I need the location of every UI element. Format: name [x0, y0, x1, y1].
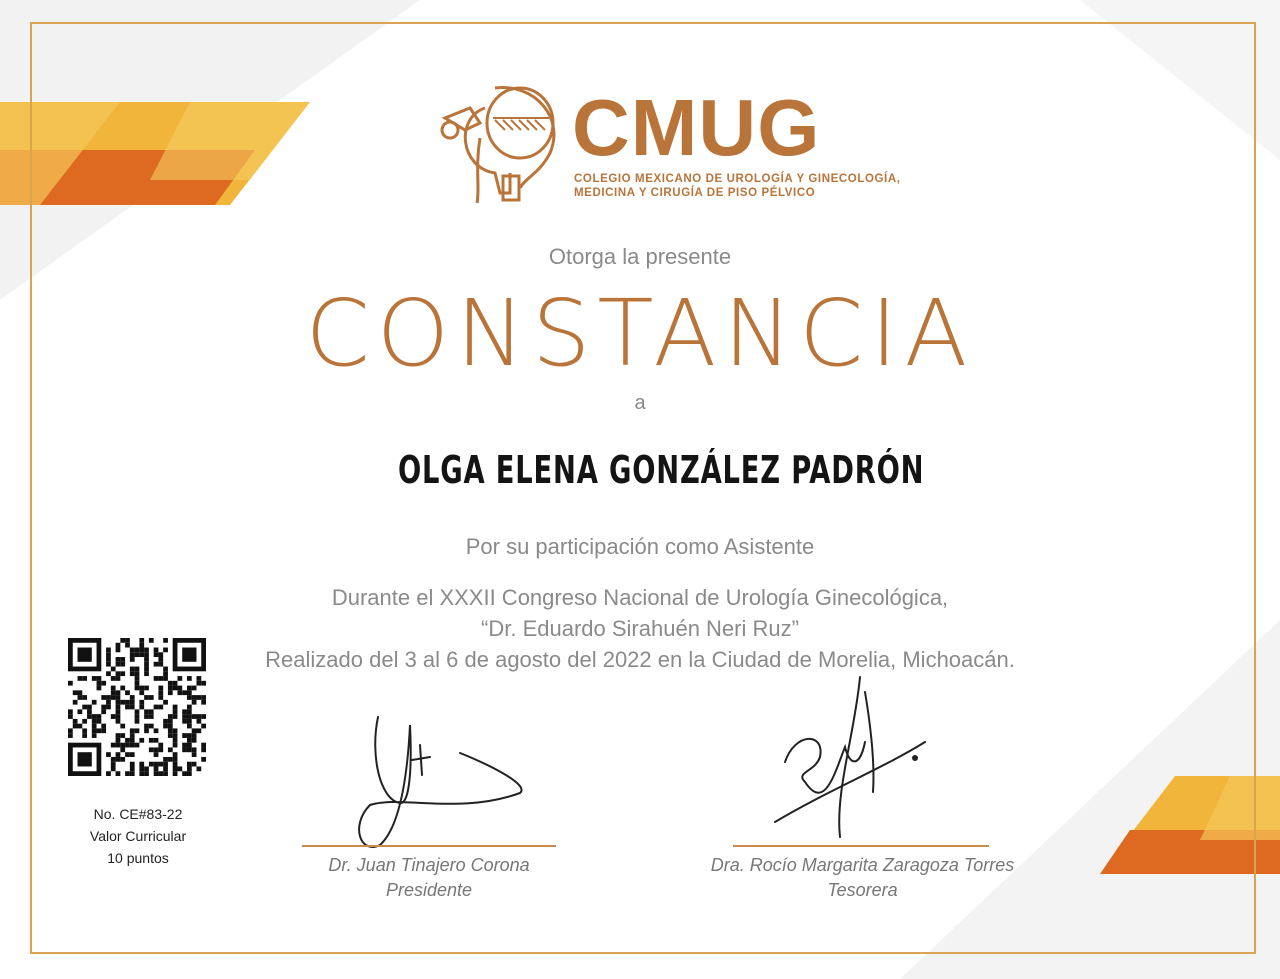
curricular-points: 10 puntos	[107, 850, 169, 866]
signer-name-treasurer: Dra. Rocío Margarita Zaragoza Torres	[710, 855, 1015, 875]
signature-treasurer	[765, 672, 945, 842]
certificate-number: No. CE#83-22	[93, 806, 183, 822]
curricular-value-label: Valor Curricular	[89, 828, 187, 844]
qr-caption	[60, 803, 216, 869]
participation-text: Por su participación como Asistente	[465, 534, 815, 559]
congress-line1: Durante el XXXII Congreso Nacional de Urología Ginecológica,	[331, 585, 949, 610]
recipient-name: OLGA ELENA GONZÁLEZ PADRÓN	[398, 448, 925, 492]
certificate-title: CONSTANCIA	[305, 280, 975, 387]
logo-subtitle	[574, 172, 901, 200]
signer-role-treasurer: Tesorera	[827, 880, 898, 900]
qr-code[interactable]	[68, 638, 206, 776]
logo-subtitle-line2: MEDICINA Y CIRUGÍA DE PISO PÉLVICO	[574, 187, 816, 199]
cmug-logo-icon	[425, 78, 575, 208]
signer-name-president: Dr. Juan Tinajero Corona	[328, 855, 530, 875]
connector-text: a	[634, 392, 646, 414]
signature-line-treasurer	[733, 845, 989, 847]
intro-text: Otorga la presente	[548, 244, 732, 269]
logo-subtitle-line1: COLEGIO MEXICANO DE UROLOGÍA Y GINECOLOGÍA,	[574, 173, 901, 185]
signer-role-president: Presidente	[385, 880, 473, 900]
congress-line3: Realizado del 3 al 6 de agosto del 2022 en la Ciudad de Morelia, Michoacán.	[265, 647, 1015, 672]
logo-title: CMUG	[572, 83, 821, 172]
congress-line2: “Dr. Eduardo Sirahuén Neri Ruz”	[481, 616, 799, 641]
signature-line-president	[302, 845, 556, 847]
signature-president	[340, 705, 540, 855]
